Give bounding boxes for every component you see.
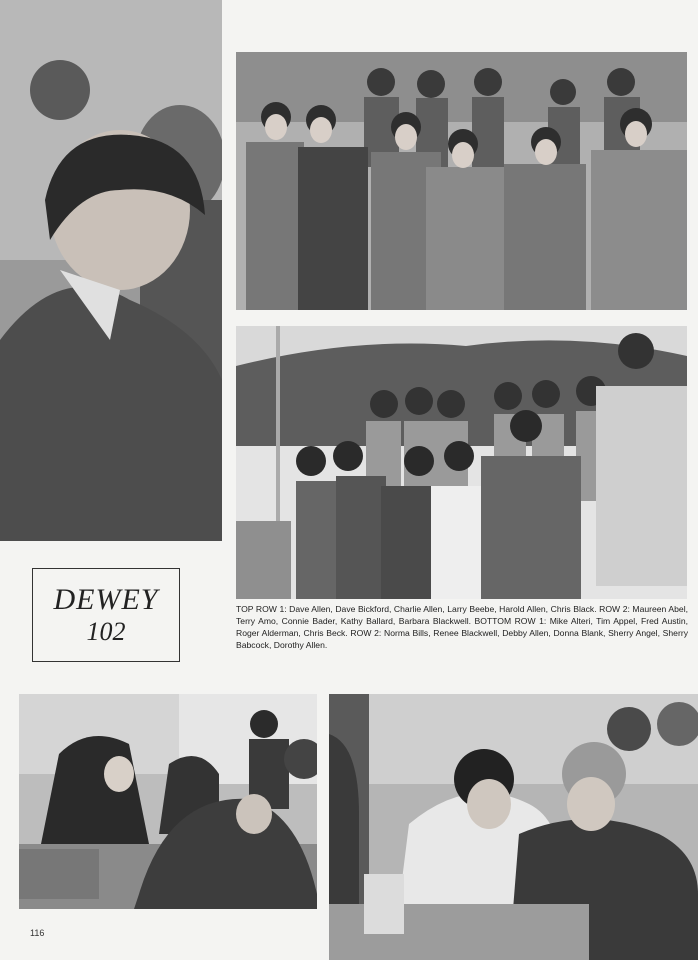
homeroom-title-box	[32, 568, 180, 662]
page-number: 116	[30, 928, 45, 938]
classroom-right-photo	[329, 694, 698, 960]
classroom-left-photo	[19, 694, 317, 909]
student-closeup-photo	[0, 0, 222, 541]
top-group-photo	[236, 52, 687, 310]
homeroom-title-line1: DEWEY	[53, 583, 159, 616]
photo-caption: TOP ROW 1: Dave Allen, Dave Bickford, Charlie Allen, Larry Beebe, Harold Allen, Chris Black. ROW 2: Maureen Abel, Terry Amo, Connie Bader, Kathy Ballard, Barbara Blackwell. BOTTOM ROW 1: Mike Alteri, Tim Appel, Fred Austin, Roger Alderman, Chris Beck. ROW 2: Norma Bills, Renee Blackwell, Debby Allen, Donna Blank, Sherry Angel, Sherry Babcock, Dorothy Allen.	[236, 604, 688, 650]
bottom-group-photo	[236, 326, 687, 599]
homeroom-title-line2: 102	[86, 617, 126, 646]
